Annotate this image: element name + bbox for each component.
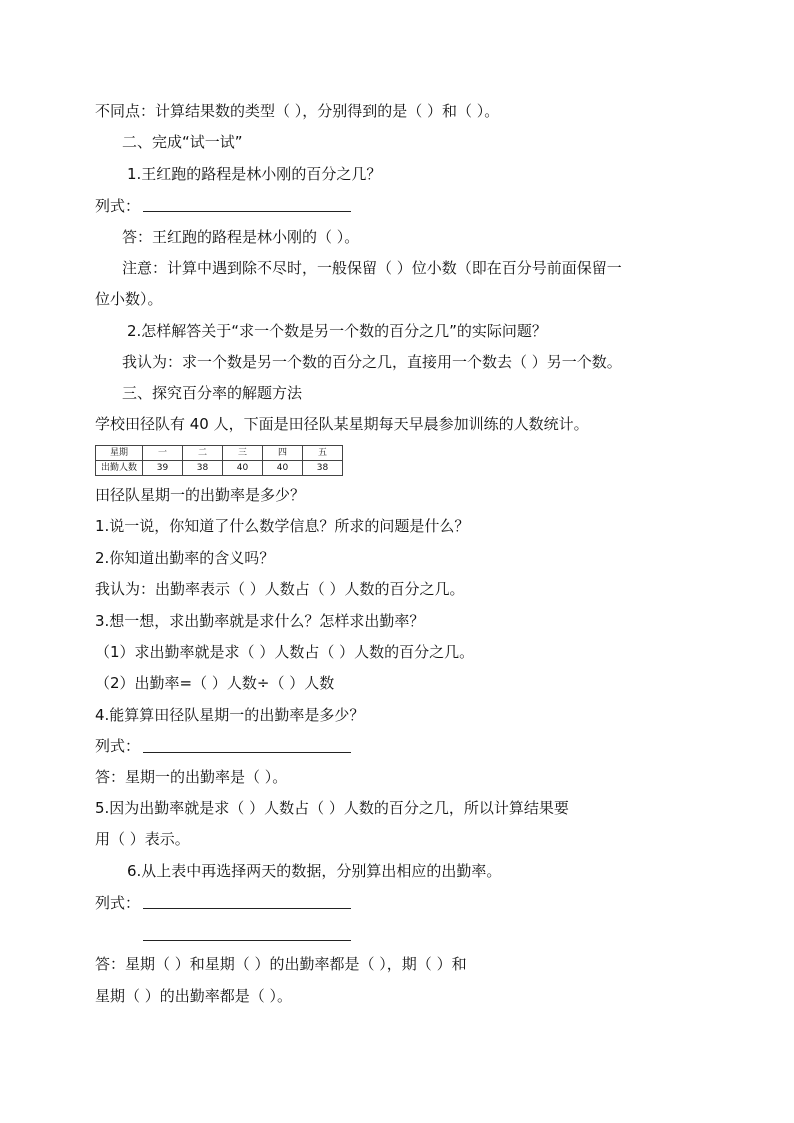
- step-3-part-2: （2）出勤率=（ ）人数÷（ ）人数: [95, 674, 335, 692]
- section-3-heading: 三、探究百分率的解题方法: [122, 384, 303, 402]
- answer-two-days: 答：星期（ ）和星期（ ）的出勤率都是（ ），期（ ）和: [95, 955, 467, 973]
- answer-blank-line[interactable]: [143, 211, 351, 212]
- formula-label-1: 列式：: [95, 197, 141, 215]
- step-5: 5.因为出勤率就是求（ ）人数占（ ）人数的百分之几，所以计算结果要: [95, 799, 569, 817]
- step-2: 2.你知道出勤率的含义吗？: [95, 549, 275, 567]
- table-day: 四: [263, 446, 303, 461]
- opinion-1: 我认为：求一个数是另一个数的百分之几，直接用一个数去（ ）另一个数。: [122, 353, 622, 371]
- section-2-heading: 二、完成“试一试”: [122, 133, 243, 151]
- table-day: 二: [183, 446, 223, 461]
- table-count: 38: [183, 461, 223, 476]
- answer-1: 答：王红跑的路程是林小刚的（ ）。: [122, 228, 360, 246]
- answer-blank-line[interactable]: [143, 940, 351, 941]
- attendance-table: [95, 445, 343, 476]
- answer-monday: 答：星期一的出勤率是（ ）。: [95, 768, 288, 786]
- intro-text: 学校田径队有 40 人，下面是田径队某星期每天早晨参加训练的人数统计。: [95, 415, 589, 433]
- step-1: 1.说一说，你知道了什么数学信息？所求的问题是什么？: [95, 517, 470, 535]
- note-line: 注意：计算中遇到除不尽时，一般保留（ ）位小数（即在百分号前面保留一: [122, 259, 622, 277]
- line-differences: 不同点：计算结果数的类型（ ），分别得到的是（ ）和（ ）。: [95, 102, 500, 120]
- step-3: 3.想一想，求出勤率就是求什么？怎样求出勤率？: [95, 612, 425, 630]
- table-count: 40: [263, 461, 303, 476]
- step-5-cont: 用（ ）表示。: [95, 830, 190, 848]
- opinion-2: 我认为：出勤率表示（ ）人数占（ ）人数的百分之几。: [95, 580, 465, 598]
- table-day: 三: [223, 446, 263, 461]
- question-monday: 田径队星期一的出勤率是多少？: [95, 486, 306, 504]
- table-row: [96, 446, 343, 461]
- table-count: 39: [143, 461, 183, 476]
- table-header-label: 星期: [96, 446, 143, 461]
- table-count: 38: [303, 461, 343, 476]
- table-day: 五: [303, 446, 343, 461]
- note-line-cont: 位小数）。: [95, 290, 163, 308]
- answer-blank-line[interactable]: [143, 752, 351, 753]
- step-6: 6.从上表中再选择两天的数据，分别算出相应的出勤率。: [127, 862, 502, 880]
- answer-two-days-cont: 星期（ ）的出勤率都是（ ）。: [95, 987, 293, 1005]
- question-1: 1.王红跑的路程是林小刚的百分之几？: [127, 165, 382, 183]
- table-day: 一: [143, 446, 183, 461]
- table-row-label: 出勤人数: [96, 461, 143, 476]
- step-3-part-1: （1）求出勤率就是求（ ）人数占（ ）人数的百分之几。: [95, 643, 475, 661]
- table-row: [96, 461, 343, 476]
- question-2: 2.怎样解答关于“求一个数是另一个数的百分之几”的实际问题？: [127, 322, 547, 340]
- formula-label-3: 列式：: [95, 894, 141, 912]
- formula-label-2: 列式：: [95, 737, 141, 755]
- answer-blank-line[interactable]: [143, 908, 351, 909]
- table-count: 40: [223, 461, 263, 476]
- step-4: 4.能算算田径队星期一的出勤率是多少？: [95, 706, 365, 724]
